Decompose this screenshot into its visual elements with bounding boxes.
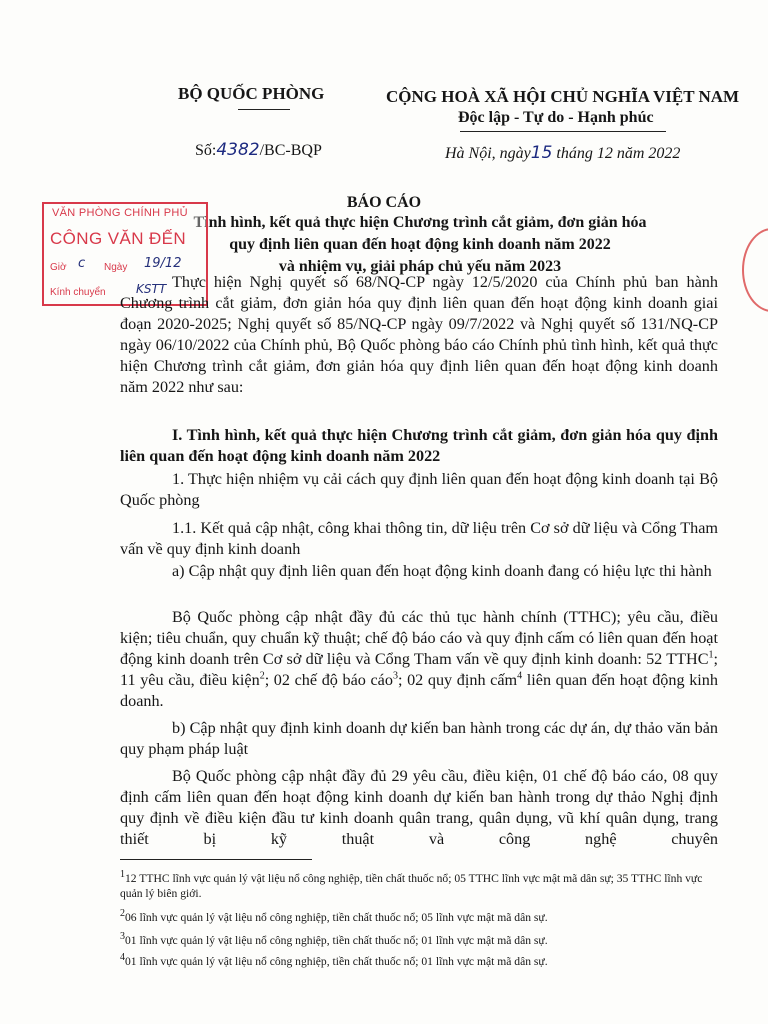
paragraph-a-part-2: ; 11 yêu cầu, điều kiện: [120, 650, 718, 689]
stamp-label: CÔNG VĂN ĐẾN: [50, 229, 187, 248]
footnote-3-mark: 3: [120, 931, 125, 943]
item-1-1-text: 1.1. Kết quả cập nhật, công khai thông tin, dữ liệu trên Cơ sở dữ liệu và Cổng Tham vấn về quy định kinh doanh: [120, 519, 718, 558]
intro-text: Thực hiện Nghị quyết số 68/NQ-CP ngày 12/5/2020 của Chính phủ ban hành Chương trình cắt giảm, đơn giản hóa quy định liên quan đến hoạt động kinh doanh giai đoạn 2020-2025; Nghị quyết số 85/NQ-CP ngày 09/7/2022 và Nghị quyết số 131/NQ-CP ngày 06/10/2022 của Chính phủ, Bộ Quốc phòng báo cáo Chính phủ tình hình, kết quả thực hiện Chương trình cắt giảm, đơn giản hóa quy định liên quan đến hoạt động kinh doanh năm 2022 như sau:: [120, 273, 718, 396]
agency-name: BỘ QUỐC PHÒNG: [178, 84, 325, 103]
footnote-2-mark: 2: [120, 908, 125, 920]
doc-number-handwritten: 4382: [216, 140, 260, 160]
stamp-time-label: Giờ: [50, 262, 67, 273]
document-number: [195, 140, 322, 160]
agency-underline: [238, 109, 290, 110]
footnote-4-text: 01 lĩnh vực quản lý vật liệu nổ công nghiệp, tiền chất thuốc nổ; 01 lĩnh vực mật mã dân sự.: [125, 955, 548, 968]
paragraph-a-part-4: ; 02 quy định cấm: [397, 671, 518, 689]
item-1-1: [120, 518, 718, 560]
edge-seal-mark: [742, 228, 768, 312]
paragraph-a-text: [120, 607, 718, 712]
footnote-2: [120, 910, 720, 925]
paragraph-a-part-5: liên quan đến hoạt động kinh doanh.: [120, 671, 718, 710]
country-name: CỘNG HOÀ XÃ HỘI CHỦ NGHĨA VIỆT NAM: [386, 87, 740, 106]
footnote-1: [120, 871, 720, 901]
day-handwritten: 15: [530, 143, 553, 163]
item-1: [120, 469, 718, 511]
place-date-suffix: tháng 12 năm 2022: [552, 145, 681, 162]
footnote-3: [120, 933, 720, 948]
national-motto: Độc lập - Tự do - Hạnh phúc: [458, 109, 654, 126]
item-1-text: 1. Thực hiện nhiệm vụ cải cách quy định liên quan đến hoạt động kinh doanh tại Bộ Quốc phòng: [120, 470, 718, 509]
item-a: [120, 561, 718, 582]
footnote-1-mark: 1: [120, 869, 125, 881]
stamp-transfer-value: KSTT: [136, 282, 167, 296]
stamp-date-label: Ngày: [104, 262, 128, 273]
paragraph-b-text: Bộ Quốc phòng cập nhật đầy đủ 29 yêu cầu, điều kiện, 01 chế độ báo cáo, 08 quy định cấm liên quan đến hoạt động kinh doanh dự kiến ban hành trong dự thảo Nghị định quy định về điều kiện đầu tư kinh doanh quân trang, quân dụng, vũ khí quân dụng, trang thiết bị kỹ thuật và công nghệ chuyên: [120, 767, 718, 848]
item-a-text: a) Cập nhật quy định liên quan đến hoạt động kinh doanh đang có hiệu lực thi hành: [172, 562, 712, 580]
stamp-date-value: 19/12: [144, 256, 182, 271]
footnote-4-mark: 4: [120, 952, 125, 964]
intro-paragraph: [120, 272, 718, 398]
motto-underline: [460, 131, 666, 132]
footnote-4: [120, 954, 720, 969]
doc-number-prefix: Số:: [195, 142, 217, 159]
paragraph-a-part-3: ; 02 chế độ báo cáo: [264, 671, 393, 689]
section-1-heading: [120, 425, 718, 467]
stamp-time-value: c: [78, 256, 86, 271]
place-date-prefix: Hà Nội, ngày: [445, 145, 531, 162]
footnote-ref-2: 2: [259, 670, 265, 682]
doc-number-suffix: /BC-BQP: [259, 142, 322, 159]
footnote-ref-3: 3: [392, 670, 398, 682]
paragraph-a: [120, 607, 718, 712]
footnote-3-text: 01 lĩnh vực quản lý vật liệu nổ công nghiệp, tiền chất thuốc nổ; 01 lĩnh vực mật mã dân sự.: [125, 934, 548, 947]
item-b: [120, 718, 718, 760]
footnote-2-text: 06 lĩnh vực quản lý vật liệu nổ công nghiệp, tiền chất thuốc nổ; 05 lĩnh vực mật mã dân sự.: [125, 911, 548, 924]
section-1-text: I. Tình hình, kết quả thực hiện Chương trình cắt giảm, đơn giản hóa quy định liên quan đến hoạt động kinh doanh năm 2022: [120, 426, 718, 465]
footnote-ref-4: 4: [517, 670, 523, 682]
paragraph-b: [120, 766, 718, 850]
stamp-transfer-label: Kính chuyển: [50, 287, 106, 298]
subtitle-line-3: và nhiệm vụ, giải pháp chủ yếu năm 2023: [278, 258, 562, 275]
item-b-text: b) Cập nhật quy định kinh doanh dự kiến ban hành trong các dự án, dự thảo văn bản quy phạm pháp luật: [120, 719, 718, 758]
footnote-1-text: 12 TTHC lĩnh vực quản lý vật liệu nổ công nghiệp, tiền chất thuốc nổ; 05 TTHC lĩnh vực mật mã dân sự; 35 TTHC lĩnh vực quản lý biên giới.: [120, 872, 703, 900]
paragraph-a-part-1: Bộ Quốc phòng cập nhật đầy đủ các thủ tục hành chính (TTHC); yêu cầu, điều kiện; tiêu chuẩn, quy chuẩn kỹ thuật; chế độ báo cáo và quy định cấm có liên quan đến hoạt động kinh doanh trên Cơ sở dữ liệu và Cổng Tham vấn về quy định kinh doanh: 52 TTHC: [120, 608, 718, 668]
subtitle-line-2: quy định liên quan đến hoạt động kinh doanh năm 2022: [229, 236, 611, 253]
place-date: [445, 143, 680, 163]
report-title: BÁO CÁO: [346, 194, 422, 211]
stamp-office: VĂN PHÒNG CHÍNH PHỦ: [52, 207, 188, 219]
footnote-ref-1: 1: [708, 649, 714, 661]
subtitle-line-1: Tình hình, kết quả thực hiện Chương trình cắt giảm, đơn giản hóa: [193, 214, 647, 231]
footnote-separator: [120, 859, 312, 860]
